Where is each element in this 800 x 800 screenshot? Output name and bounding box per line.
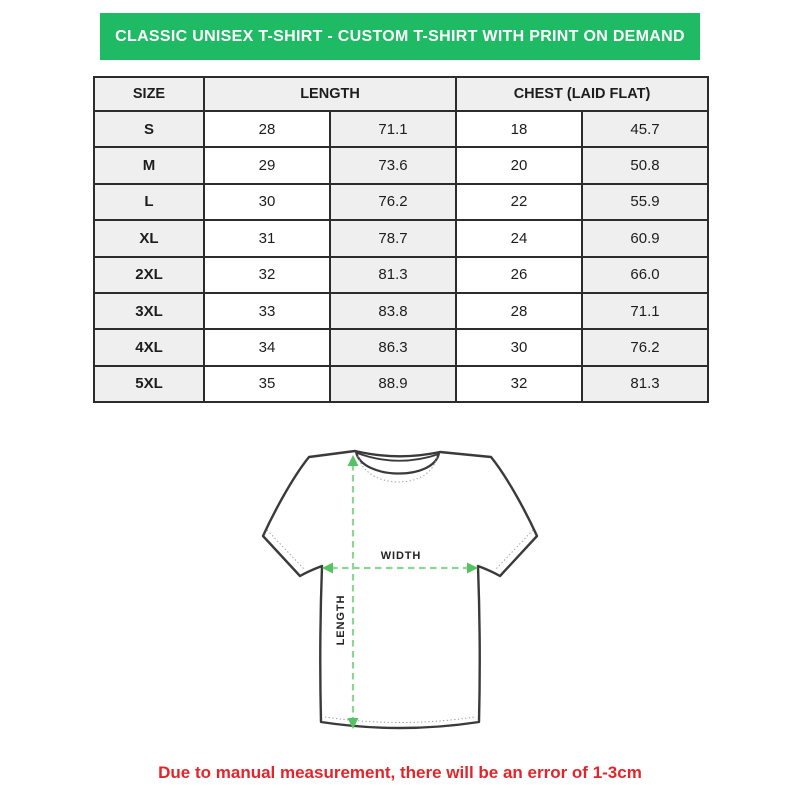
size-table-body <box>94 111 708 402</box>
value-cell: 81.3 <box>582 366 708 402</box>
value-cell: 60.9 <box>582 220 708 256</box>
value-cell: 31 <box>204 220 330 256</box>
value-cell: 32 <box>456 366 582 402</box>
length-label: LENGTH <box>335 594 347 646</box>
table-row <box>94 257 708 293</box>
tshirt-diagram <box>250 440 550 750</box>
value-cell: 29 <box>204 147 330 183</box>
header-size: SIZE <box>94 77 204 111</box>
size-cell: M <box>94 147 204 183</box>
value-cell: 71.1 <box>330 111 456 147</box>
value-cell: 55.9 <box>582 184 708 220</box>
value-cell: 33 <box>204 293 330 329</box>
value-cell: 86.3 <box>330 329 456 365</box>
value-cell: 73.6 <box>330 147 456 183</box>
value-cell: 30 <box>204 184 330 220</box>
table-header-row <box>94 77 708 111</box>
title-banner <box>100 13 700 60</box>
table-row <box>94 293 708 329</box>
value-cell: 88.9 <box>330 366 456 402</box>
value-cell: 71.1 <box>582 293 708 329</box>
size-chart-table <box>93 76 709 403</box>
value-cell: 76.2 <box>330 184 456 220</box>
header-chest: CHEST (LAID FLAT) <box>456 77 708 111</box>
table-row <box>94 329 708 365</box>
value-cell: 66.0 <box>582 257 708 293</box>
measurement-note: Due to manual measurement, there will be an error of 1-3cm <box>158 763 642 782</box>
table-row <box>94 366 708 402</box>
banner-title: CLASSIC UNISEX T-SHIRT - CUSTOM T-SHIRT WITH PRINT ON DEMAND <box>115 27 685 45</box>
value-cell: 50.8 <box>582 147 708 183</box>
width-label: WIDTH <box>380 550 422 562</box>
size-cell: 2XL <box>94 257 204 293</box>
header-length: LENGTH <box>204 77 456 111</box>
value-cell: 22 <box>456 184 582 220</box>
value-cell: 83.8 <box>330 293 456 329</box>
value-cell: 18 <box>456 111 582 147</box>
table-row <box>94 147 708 183</box>
table-row <box>94 184 708 220</box>
value-cell: 35 <box>204 366 330 402</box>
value-cell: 32 <box>204 257 330 293</box>
value-cell: 24 <box>456 220 582 256</box>
table-row <box>94 220 708 256</box>
size-cell: XL <box>94 220 204 256</box>
size-cell: L <box>94 184 204 220</box>
value-cell: 76.2 <box>582 329 708 365</box>
tshirt-outline <box>263 451 537 728</box>
value-cell: 78.7 <box>330 220 456 256</box>
value-cell: 81.3 <box>330 257 456 293</box>
tshirt-svg <box>250 440 550 750</box>
size-cell: S <box>94 111 204 147</box>
table-row <box>94 111 708 147</box>
value-cell: 34 <box>204 329 330 365</box>
value-cell: 45.7 <box>582 111 708 147</box>
value-cell: 26 <box>456 257 582 293</box>
size-cell: 4XL <box>94 329 204 365</box>
value-cell: 30 <box>456 329 582 365</box>
value-cell: 28 <box>204 111 330 147</box>
value-cell: 20 <box>456 147 582 183</box>
value-cell: 28 <box>456 293 582 329</box>
size-cell: 5XL <box>94 366 204 402</box>
size-cell: 3XL <box>94 293 204 329</box>
